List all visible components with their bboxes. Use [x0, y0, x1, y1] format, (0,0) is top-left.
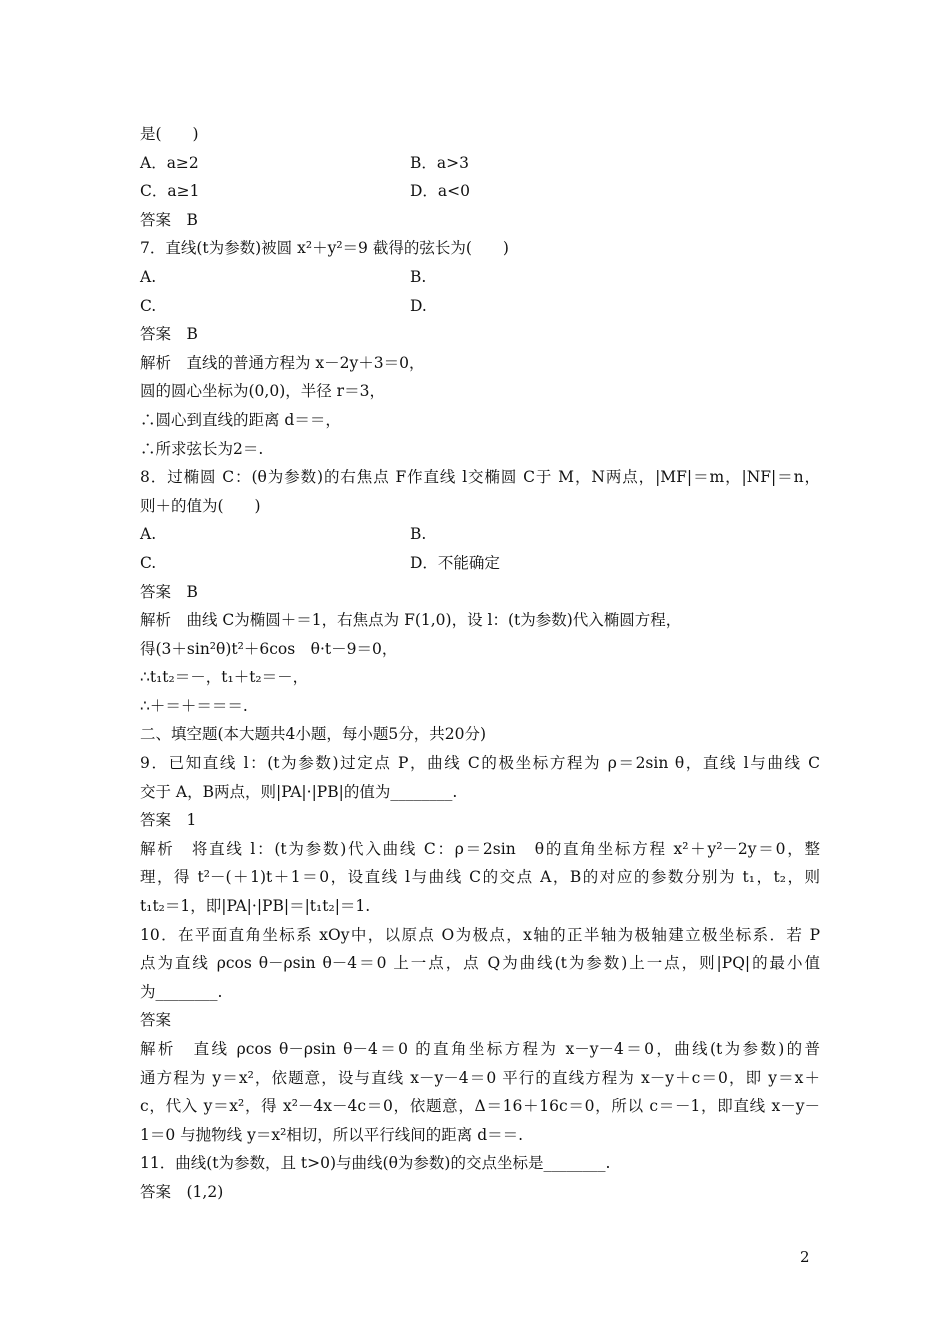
option-right: D．不能确定: [410, 553, 500, 572]
text-line: ∴t₁t₂＝－，t₁＋t₂＝－，: [140, 668, 309, 687]
option-left: A．a≥2: [140, 153, 199, 172]
text-line: 解析 将直线 l：(t为参数)代入曲线 C：ρ＝2sin θ的直角坐标方程 x²＋y²－2y＝0，整: [140, 839, 820, 858]
text-line: 答案 B: [140, 210, 198, 229]
text-line: 通方程为 y＝x²，依题意，设与直线 x－y－4＝0 平行的直线方程为 x－y＋c＝0，即 y＝x＋: [140, 1068, 820, 1087]
text-line: 解析 直线 ρcos θ－ρsin θ－4＝0 的直角坐标方程为 x－y－4＝0，曲线(t为参数)的普: [140, 1040, 820, 1058]
text-line: 1＝0 与抛物线 y＝x²相切，所以平行线间的距离 d＝＝.: [140, 1125, 524, 1144]
text-line: c，代入 y＝x²，得 x²－4x－4c＝0，依题意，Δ＝16＋16c＝0，所以 c＝－1，即直线 x－y－: [140, 1097, 820, 1116]
option-right: B．a>3: [410, 153, 469, 172]
option-row: [140, 520, 820, 549]
page-number: 2: [800, 1248, 810, 1266]
text-line: 8．过椭圆 C：(θ为参数)的右焦点 F作直线 l交椭圆 C于 M，N两点，|MF|＝m，|NF|＝n，: [140, 468, 820, 487]
text-line: 点为直线 ρcos θ－ρsin θ－4＝0 上一点，点 Q为曲线(t为参数)上一点，则|PQ|的最小值: [140, 954, 820, 973]
option-left: A.: [140, 267, 157, 286]
text-line: 答案: [140, 1011, 172, 1030]
text-line: ∴所求弦长为2＝.: [140, 439, 264, 458]
option-left: C.: [140, 553, 157, 572]
option-right: B.: [410, 267, 427, 286]
text-line: 11．曲线(t为参数，且 t>0)与曲线(θ为参数)的交点坐标是________.: [140, 1154, 611, 1173]
text-line: 答案 B: [140, 325, 198, 344]
text-line: ∴圆心到直线的距离 d＝＝，: [140, 410, 341, 429]
option-row: [140, 263, 820, 292]
text-line: 交于 A，B两点，则|PA|·|PB|的值为________.: [140, 782, 458, 801]
option-left: C.: [140, 296, 157, 315]
text-line: 解析 曲线 C为椭圆＋＝1，右焦点为 F(1,0)，设 l：(t为参数)代入椭圆方程，: [140, 611, 682, 630]
text-line: t₁t₂＝1，即|PA|·|PB|＝|t₁t₂|＝1.: [140, 897, 371, 916]
text-line: 答案 B: [140, 582, 198, 601]
text-line: 7．直线(t为参数)被圆 x²＋y²＝9 截得的弦长为( ): [140, 239, 509, 258]
option-right: D.: [410, 296, 427, 315]
text-line: ∴＋＝＋＝＝＝.: [140, 696, 248, 715]
text-line: 10．在平面直角坐标系 xOy中，以原点 O为极点，x轴的正半轴为极轴建立极坐标系．若 P: [140, 925, 820, 944]
option-left: A.: [140, 525, 157, 544]
text-line: 答案 1: [140, 811, 197, 830]
text-line: 解析 直线的普通方程为 x－2y＋3＝0，: [140, 353, 425, 372]
text-line: 圆的圆心坐标为(0,0)，半径 r＝3，: [140, 382, 385, 401]
option-left: C．a≥1: [140, 182, 200, 201]
text-line: 理，得 t²－(＋1)t＋1＝0，设直线 l与曲线 C的交点 A，B的对应的参数分别为 t₁，t₂，则: [140, 868, 820, 887]
text-line: 二、填空题(本大题共4小题，每小题5分，共20分): [140, 725, 487, 744]
text-line: 是( ): [140, 125, 199, 143]
option-row: [140, 177, 820, 206]
text-line: 得(3＋sin²θ)t²＋6cos θ·t－9＝0，: [140, 639, 398, 658]
option-row: [140, 149, 820, 178]
text-line: 答案 (1,2): [140, 1182, 224, 1201]
text-line: 9．已知直线 l：(t为参数)过定点 P，曲线 C的极坐标方程为 ρ＝2sin θ，直线 l与曲线 C: [140, 754, 820, 773]
option-right: D．a<0: [410, 182, 471, 201]
option-row: [140, 549, 820, 578]
option-row: [140, 292, 820, 321]
document-body: [140, 120, 820, 1207]
text-line: 为________.: [140, 982, 223, 1001]
text-line: 则＋的值为( ): [140, 496, 261, 515]
option-right: B.: [410, 525, 427, 544]
